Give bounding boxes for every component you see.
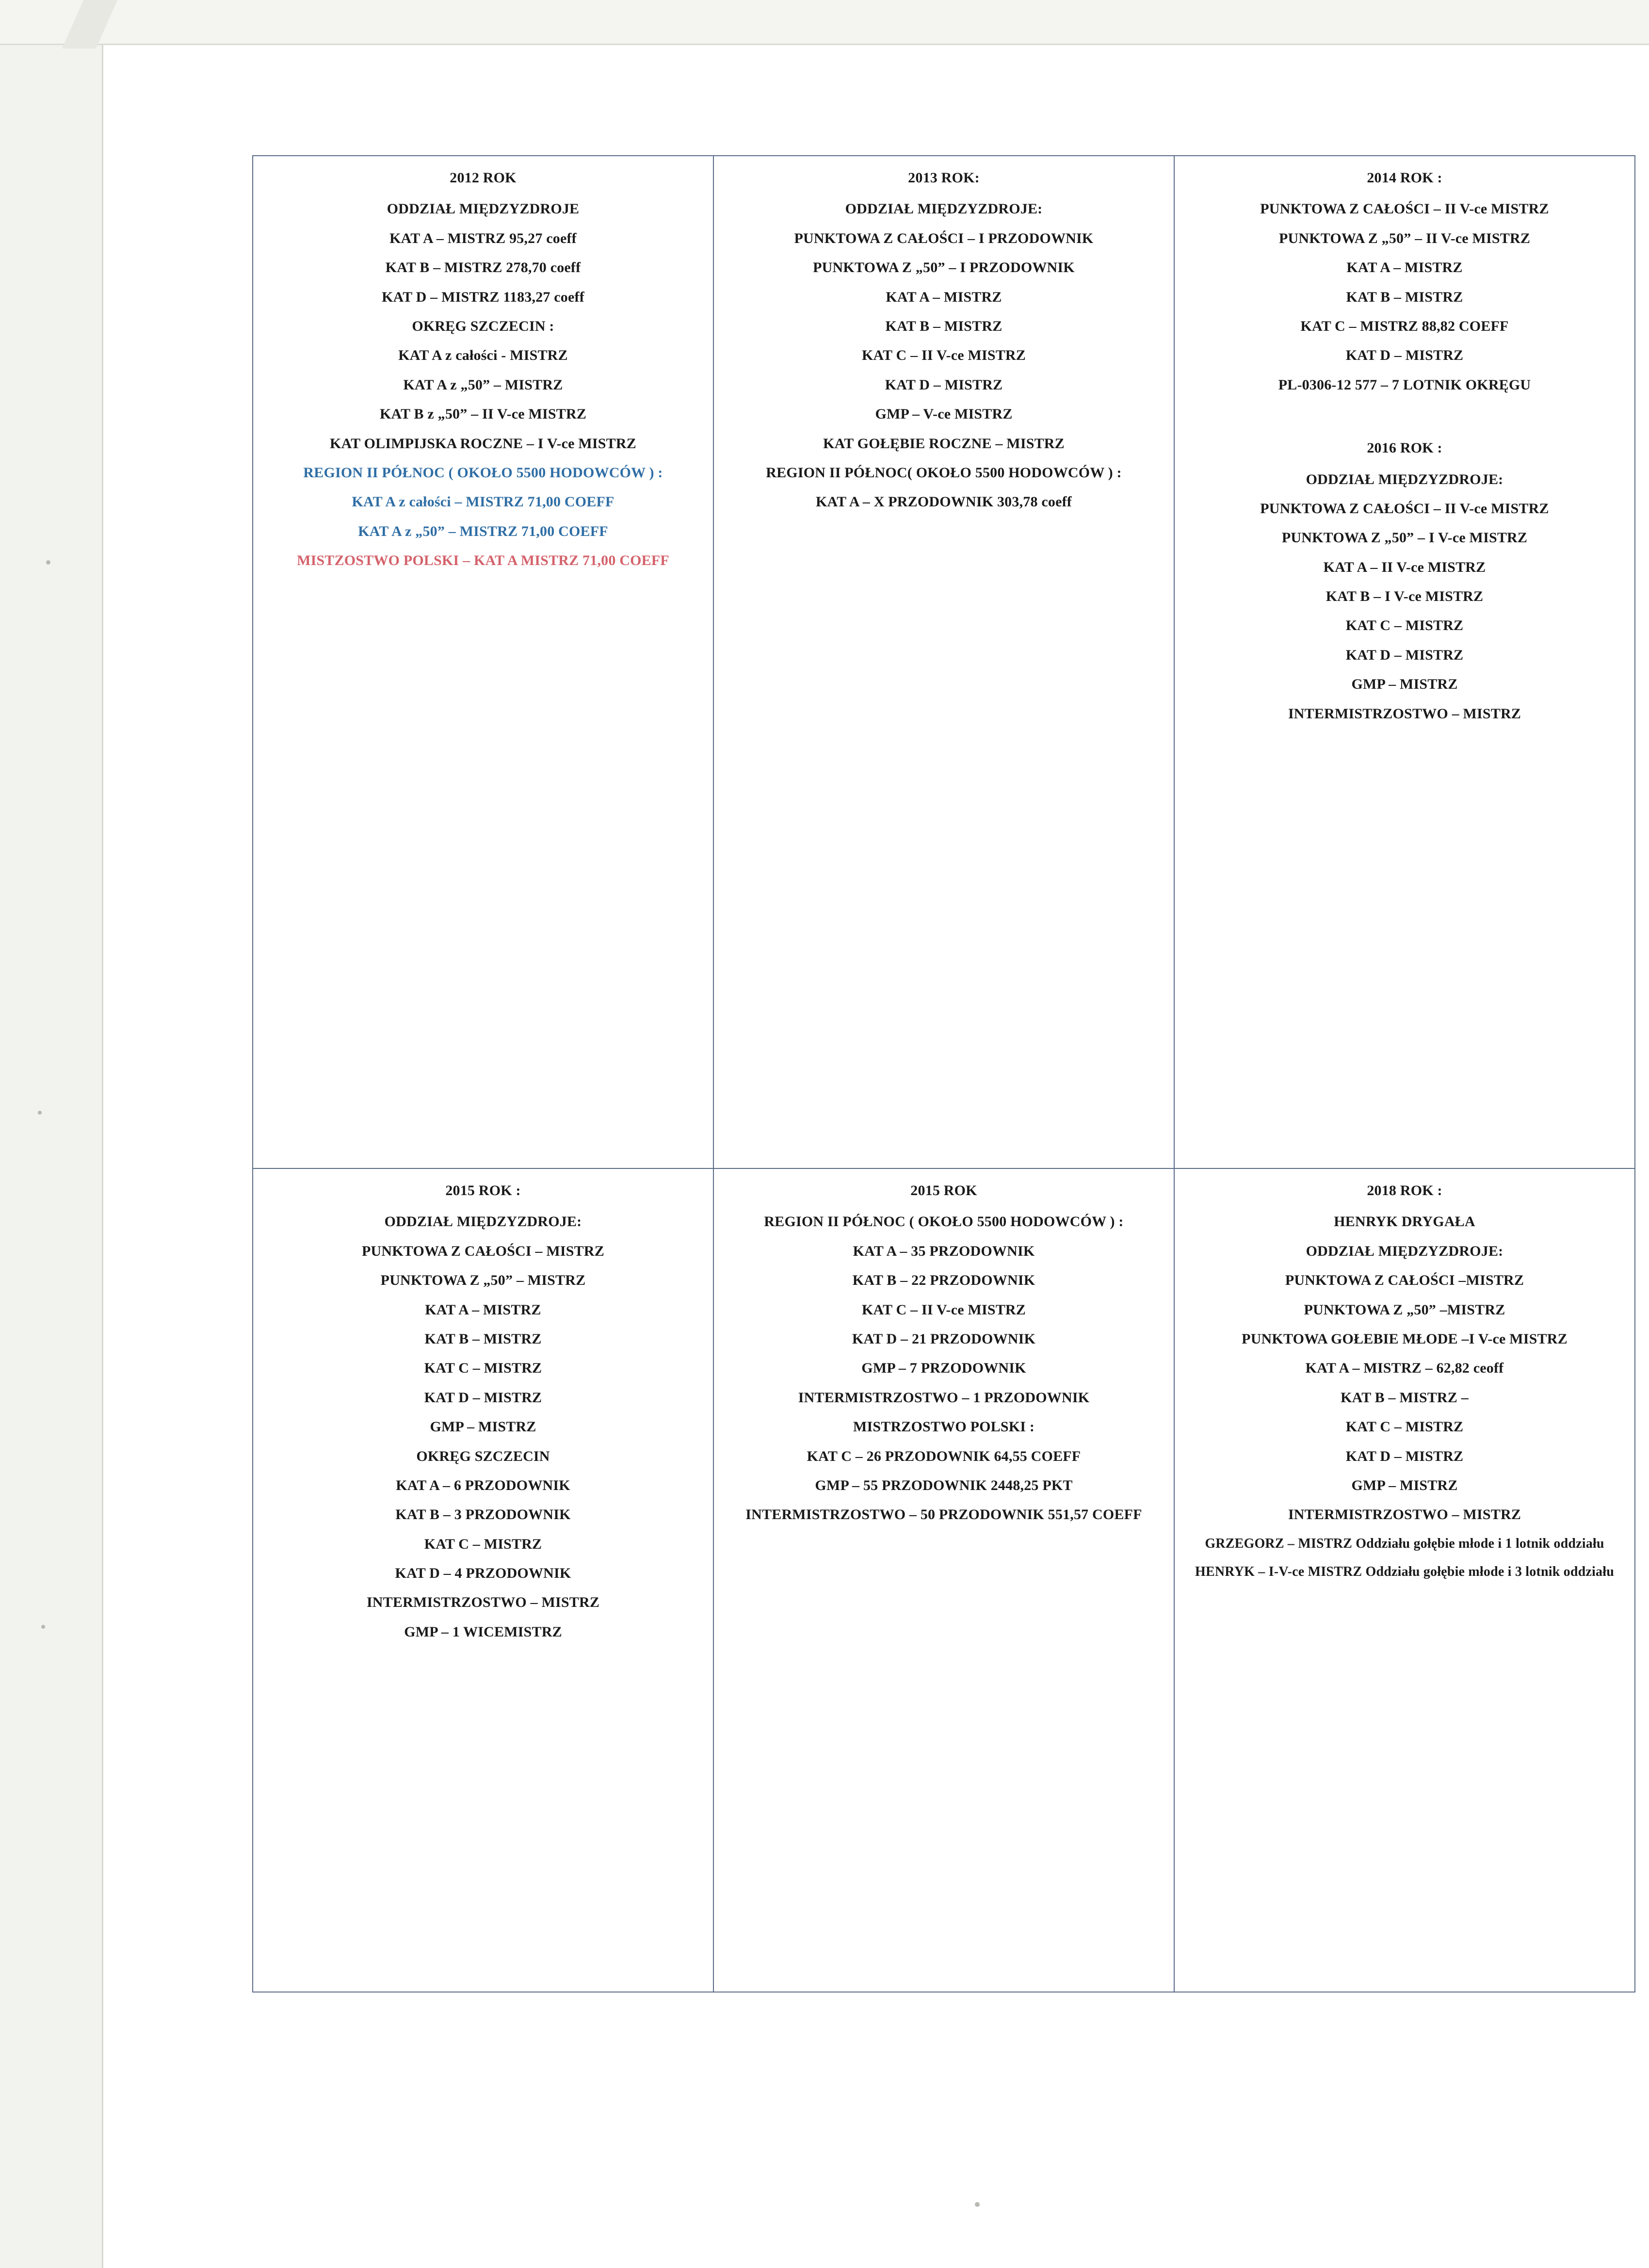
result-line: GMP – 55 PRZODOWNIK 2448,25 PKT [815,1477,1073,1493]
cell-2013-content [726,169,1162,512]
result-line: KAT D – 21 PRZODOWNIK [852,1330,1036,1347]
result-line: HENRYK – I-V-ce MISTRZ Oddziału gołębie młode i 3 lotnik oddziału [1195,1564,1614,1579]
result-line: KAT B – MISTRZ – [1341,1389,1469,1406]
result-line: KAT B – 22 PRZODOWNIK [852,1272,1035,1289]
result-line: KAT D – MISTRZ [1345,647,1464,663]
result-line: KAT C – MISTRZ 88,82 COEFF [1300,318,1509,334]
result-line: KAT B – 3 PRZODOWNIK [395,1507,571,1523]
section-heading: 2014 ROK : [1367,170,1442,186]
section-heading: 2015 ROK : [445,1183,521,1199]
result-line: PUNKTOWA Z CAŁOŚCI – MISTRZ [362,1243,604,1259]
scan-speck [975,2202,980,2207]
result-line: KAT B – MISTRZ [885,318,1002,334]
cell-2013 [713,156,1174,1168]
result-line: REGION II PÓŁNOC ( OKOŁO 5500 HODOWCÓW ) : [764,1214,1124,1230]
scan-left-margin [0,0,103,2268]
result-line: INTERMISTRZOSTWO – MISTRZ [366,1594,600,1611]
result-line: KAT A – MISTRZ 95,27 coeff [389,230,577,246]
result-line: KAT B z „50” – II V-ce MISTRZ [379,406,587,422]
result-line: KAT A z „50” – MISTRZ [403,376,563,393]
result-line: KAT A – MISTRZ [1346,259,1463,276]
result-line: INTERMISTRZOSTWO – 50 PRZODOWNIK 551,57 COEFF [745,1507,1142,1523]
result-line: PUNKTOWA GOŁEBIE MŁODE –I V-ce MISTRZ [1242,1330,1568,1347]
result-line: PUNKTOWA Z CAŁOŚCI –MISTRZ [1285,1272,1524,1289]
scan-top-margin [0,0,1649,45]
cell-2014-2016-content [1186,169,1623,723]
cell-2015-oddzial [253,1168,713,1992]
result-line: GMP – 7 PRZODOWNIK [861,1360,1026,1377]
result-line: KAT GOŁĘBIE ROCZNE – MISTRZ [823,435,1065,452]
result-line: KAT D – MISTRZ [885,376,1003,393]
result-line: INTERMISTRZOSTWO – MISTRZ [1288,705,1521,722]
cell-2015-region [713,1168,1174,1992]
result-line: KAT C – MISTRZ [424,1536,542,1552]
section-heading: 2016 ROK : [1367,440,1442,456]
result-line: REGION II PÓŁNOC ( OKOŁO 5500 HODOWCÓW ) : [303,464,663,481]
result-line: ODDZIAŁ MIĘDZYZDROJE [387,201,580,217]
section-heading: 2015 ROK [910,1183,977,1199]
results-table [252,155,1635,1993]
result-line: KAT D – MISTRZ [1345,1448,1464,1464]
result-line [1186,405,1623,428]
result-line: MISTZOSTWO POLSKI – KAT A MISTRZ 71,00 COEFF [297,552,669,569]
result-line: KAT A – MISTRZ [886,289,1002,305]
result-line: KAT D – 4 PRZODOWNIK [395,1565,571,1582]
result-line: GMP – MISTRZ [430,1419,536,1435]
result-line: PUNKTOWA Z „50” –MISTRZ [1304,1301,1505,1318]
result-line: OKRĘG SZCZECIN [416,1448,550,1464]
cell-2014-2016 [1174,156,1635,1168]
result-line: KAT C – 26 PRZODOWNIK 64,55 COEFF [807,1448,1081,1464]
result-line: KAT B – MISTRZ [424,1330,542,1347]
result-line: KAT A z „50” – MISTRZ 71,00 COEFF [358,523,608,539]
result-line: KAT C – II V-ce MISTRZ [861,1301,1026,1318]
result-line: MISTRZOSTWO POLSKI : [853,1419,1035,1435]
cell-2012-content [265,169,701,570]
result-line: ODDZIAŁ MIĘDZYZDROJE: [1306,1243,1504,1259]
result-line: KAT C – MISTRZ [424,1360,542,1377]
result-line: GMP – V-ce MISTRZ [875,406,1013,422]
scan-speck [38,1111,42,1115]
result-line: HENRYK DRYGAŁA [1334,1214,1475,1230]
result-line: GMP – MISTRZ [1351,1477,1458,1493]
result-line: PUNKTOWA Z CAŁOŚCI – II V-ce MISTRZ [1260,500,1549,517]
result-line: KAT OLIMPIJSKA ROCZNE – I V-ce MISTRZ [330,435,636,452]
result-line: KAT A – X PRZODOWNIK 303,78 coeff [816,494,1072,510]
result-line: PUNKTOWA Z CAŁOŚCI – I PRZODOWNIK [794,230,1094,246]
result-line: KAT D – MISTRZ [424,1389,542,1406]
result-line: KAT D – MISTRZ [1345,347,1464,364]
result-line: ODDZIAŁ MIĘDZYZDROJE: [384,1214,582,1230]
result-line: GRZEGORZ – MISTRZ Oddziału gołębie młode i 1 lotnik oddziału [1205,1536,1604,1551]
cell-2012 [253,156,713,1168]
result-line: KAT D – MISTRZ 1183,27 coeff [382,289,584,305]
result-line: KAT B – MISTRZ 278,70 coeff [385,259,581,276]
result-line: GMP – MISTRZ [1351,676,1458,693]
cell-2018-content [1186,1182,1623,1580]
result-line: KAT A z całości – MISTRZ 71,00 COEFF [352,494,614,510]
result-line: PUNKTOWA Z CAŁOŚCI – II V-ce MISTRZ [1260,201,1549,217]
result-line: KAT A – 6 PRZODOWNIK [396,1477,570,1493]
result-line: GMP – 1 WICEMISTRZ [404,1623,562,1640]
scan-speck [41,1625,45,1629]
section-heading: 2018 ROK : [1367,1183,1442,1199]
result-line: KAT C – II V-ce MISTRZ [861,347,1026,364]
result-line: KAT A z całości - MISTRZ [398,347,568,364]
result-line: ODDZIAŁ MIĘDZYZDROJE: [845,201,1043,217]
result-line: KAT C – MISTRZ [1345,1419,1464,1435]
result-line: INTERMISTRZOSTWO – 1 PRZODOWNIK [798,1389,1090,1406]
result-line: PUNKTOWA Z „50” – I PRZODOWNIK [813,259,1075,276]
section-heading: 2012 ROK [450,170,517,186]
table-row [253,1168,1635,1992]
result-line: PUNKTOWA Z „50” – I V-ce MISTRZ [1281,530,1528,546]
cell-2015-oddzial-content [265,1182,701,1641]
result-line: PUNKTOWA Z „50” – II V-ce MISTRZ [1278,230,1531,246]
result-line: KAT A – MISTRZ [425,1301,541,1318]
result-line: KAT C – MISTRZ [1345,617,1464,634]
result-line: KAT A – II V-ce MISTRZ [1323,559,1486,575]
cell-2015-region-content [726,1182,1162,1524]
result-line: KAT B – I V-ce MISTRZ [1326,588,1484,605]
result-line: INTERMISTRZOSTWO – MISTRZ [1288,1507,1521,1523]
result-line: PUNKTOWA Z „50” – MISTRZ [380,1272,586,1289]
cell-2018 [1174,1168,1635,1992]
result-line: REGION II PÓŁNOC( OKOŁO 5500 HODOWCÓW ) : [766,464,1122,481]
result-line: OKRĘG SZCZECIN : [412,318,554,334]
result-line: PL-0306-12 577 – 7 LOTNIK OKRĘGU [1278,376,1531,393]
result-line: KAT B – MISTRZ [1346,289,1463,305]
result-line: KAT A – 35 PRZODOWNIK [853,1243,1035,1259]
result-line: KAT A – MISTRZ – 62,82 ceoff [1305,1360,1504,1377]
table-row [253,156,1635,1168]
scan-speck [46,560,50,565]
section-heading: 2013 ROK: [908,170,980,186]
result-line: ODDZIAŁ MIĘDZYZDROJE: [1306,471,1504,487]
